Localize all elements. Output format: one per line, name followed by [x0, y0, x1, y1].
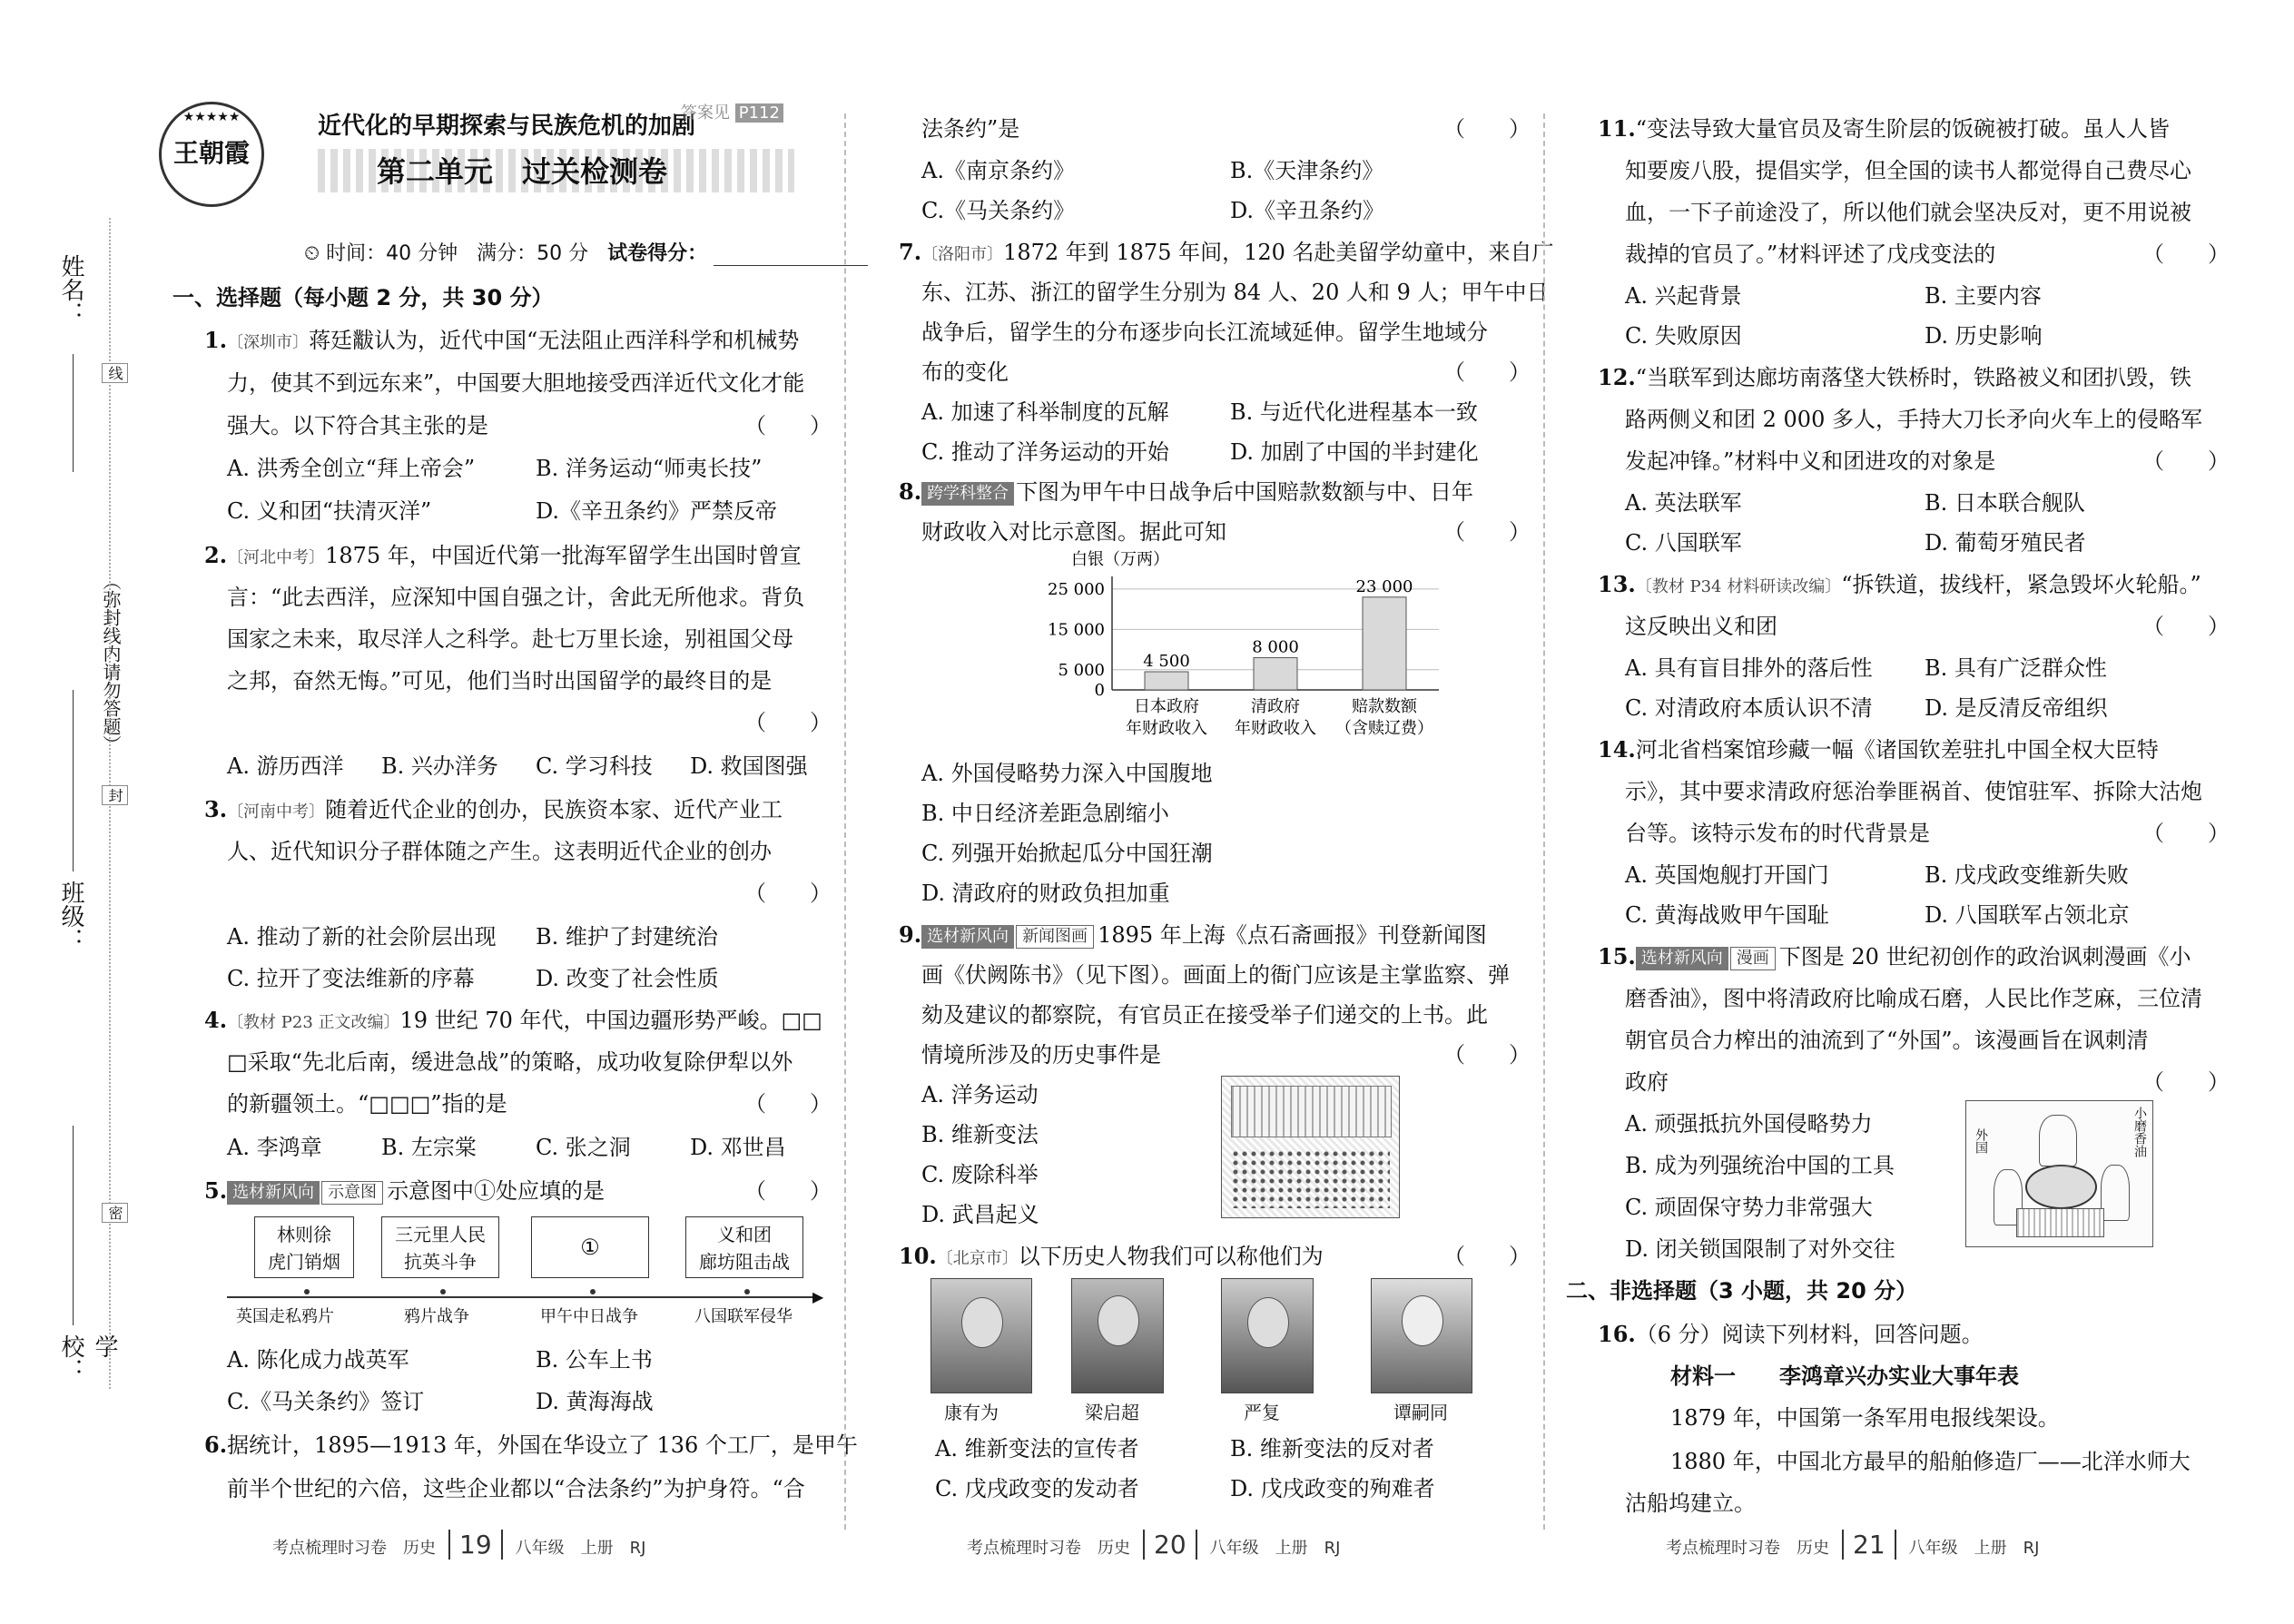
q8-option-c[interactable]: C. 列强开始掀起瓜分中国狂潮	[921, 841, 1213, 866]
q1-text-3: 强大。以下符合其主张的是	[227, 413, 488, 438]
q6-line1	[204, 1427, 858, 1459]
q11-option-a[interactable]: A. 兴起背景	[1625, 283, 1742, 309]
page-title: 第二单元 过关检测卷	[377, 154, 668, 189]
q10-option-d[interactable]: D. 戊戌政变的殉难者	[1230, 1476, 1435, 1501]
q10-source: 〔北京市〕	[936, 1249, 1019, 1268]
q10-portrait-1	[930, 1278, 1032, 1393]
q5-tick-1	[304, 1289, 310, 1294]
footer-left-text: 考点梳理时习卷 历史	[967, 1539, 1130, 1558]
q10-portrait-4	[1371, 1278, 1472, 1393]
q5-time-label-2: 鸦片战争	[404, 1307, 469, 1326]
q9-illustration-building	[1231, 1086, 1392, 1137]
q1-text-1: 蒋廷黻认为，近代中国“无法阻止西洋科学和机械势	[309, 328, 800, 353]
q14-answer-blank[interactable]: （ ）	[2142, 821, 2230, 846]
q5-time-label-1: 英国走私鸦片	[236, 1307, 334, 1326]
q15-cartoon-title: 小磨香油	[2132, 1107, 2147, 1157]
q3-option-b[interactable]: B. 维护了封建统治	[536, 924, 718, 950]
q15-text-3: 朝官员合力榨出的油流到了“外国”。该漫画旨在讽刺清	[1625, 1028, 2149, 1053]
q10-portrait-3	[1221, 1278, 1314, 1393]
q9-illustration-crowd	[1231, 1149, 1390, 1208]
q3-number: 3.	[204, 796, 228, 822]
q3-text-1: 随着近代企业的创办，民族资本家、近代产业工	[325, 797, 783, 822]
q6-number: 6.	[204, 1432, 228, 1458]
q12-option-d[interactable]: D. 葡萄牙殖民者	[1925, 530, 2086, 556]
q5-option-a[interactable]: A. 陈化成力战英军	[227, 1347, 409, 1373]
score-label: 试卷得分：	[607, 242, 708, 265]
q2-source: 〔河北中考〕	[227, 548, 326, 567]
q7-option-d[interactable]: D. 加剧了中国的半封建化	[1230, 439, 1479, 465]
footer-right-text: 八年级 上册 RJ	[1209, 1539, 1341, 1558]
q9-number: 9.	[899, 921, 922, 948]
class-line	[73, 690, 74, 871]
q13-option-d[interactable]: D. 是反清反帝组织	[1925, 695, 2108, 721]
q9-text-3: 劾及建议的都察院，有官员正在接受举子们递交的上书。此	[921, 1002, 1488, 1028]
footer-page-20	[967, 1530, 1340, 1560]
q5-number: 5.	[204, 1177, 228, 1204]
q12-number: 12.	[1598, 364, 1636, 390]
q9-option-c[interactable]: C. 废除科举	[921, 1162, 1039, 1187]
q9-text-1: 1895 年上海《点石斋画报》刊登新闻图	[1098, 922, 1487, 948]
q15-cartoon-millstone	[2025, 1165, 2097, 1209]
q5-tick-2	[440, 1289, 446, 1294]
q10-line1	[899, 1238, 1324, 1270]
chart-y-tick-label: 15 000	[1048, 620, 1105, 640]
q14-option-d[interactable]: D. 八国联军占领北京	[1925, 902, 2130, 928]
q3-option-c[interactable]: C. 拉开了变法维新的序幕	[227, 966, 475, 991]
q6-option-c[interactable]: C.《马关条约》	[921, 198, 1076, 223]
q4-text-2: □采取“先北后南，缓进急战”的策略，成功收复除伊犁以外	[227, 1049, 793, 1075]
name-line	[73, 354, 74, 472]
q9-tag2: 新闻图画	[1016, 925, 1094, 949]
clock-icon: ⏲	[304, 242, 320, 265]
column-divider-1	[844, 113, 846, 1530]
q14-line1	[1598, 732, 2159, 763]
q6-option-d[interactable]: D.《辛丑条约》	[1230, 198, 1385, 223]
q5-option-c[interactable]: C.《马关条约》签订	[227, 1389, 425, 1414]
q9-option-d[interactable]: D. 武昌起义	[921, 1202, 1039, 1227]
q5-timeline-arrow-icon: ▶	[812, 1288, 824, 1305]
q10-person-4: 谭嗣同	[1393, 1402, 1448, 1423]
q2-answer-blank[interactable]: （ ）	[744, 710, 832, 735]
q5-time-label-3: 甲午中日战争	[540, 1307, 638, 1326]
q7-source: 〔洛阳市〕	[921, 245, 1004, 264]
q2-option-a[interactable]: A. 游历西洋	[227, 753, 344, 779]
page-number-19: 19	[448, 1530, 503, 1560]
q10-person-3: 严复	[1244, 1402, 1280, 1423]
q15-cartoon-base	[2016, 1208, 2104, 1237]
q15-tag2: 漫画	[1730, 947, 1776, 970]
q11-option-c[interactable]: C. 失败原因	[1625, 323, 1742, 349]
q11-text-1: “变法导致大量官员及寄生阶层的饭碗被打破。虽人人皆	[1635, 116, 2171, 142]
q3-option-a[interactable]: A. 推动了新的社会阶层出现	[227, 924, 497, 950]
q16-material-p2b: 沽船坞建立。	[1625, 1491, 1756, 1516]
footer-page-21	[1666, 1530, 2039, 1560]
q15-tag: 选材新风向	[1636, 947, 1728, 970]
q5-tick-3	[590, 1289, 596, 1294]
school-label: 学校：	[57, 1334, 118, 1382]
q5-box-4: 义和团 廊坊阻击战	[685, 1216, 803, 1278]
q15-text-1: 下图是 20 世纪初创作的政治讽刺漫画《小	[1778, 944, 2191, 969]
answer-ref-label: 答案见	[681, 103, 730, 123]
q5-box-3: ①	[531, 1216, 649, 1278]
q2-text-3: 国家之未来，取尽洋人之科学。赴七万里长途，别祖国父母	[227, 626, 793, 652]
q13-option-b[interactable]: B. 具有广泛群众性	[1925, 655, 2107, 681]
footer-left-text: 考点梳理时习卷 历史	[1666, 1539, 1829, 1558]
chart-data-label: 23 000	[1355, 576, 1413, 596]
q13-text-1: “拆铁道，拔线杆，紧急毁坏火轮船。”	[1841, 572, 2201, 597]
q1-option-b[interactable]: B. 洋务运动“师夷长技”	[536, 456, 763, 481]
q4-text-3: 的新疆领土。“□□□”指的是	[227, 1091, 507, 1117]
q12-option-c[interactable]: C. 八国联军	[1625, 530, 1742, 556]
seal-notice: （弥封线内请勿答题）	[100, 572, 122, 753]
chart-x-tick-label: 清政府	[1251, 697, 1300, 716]
q16-material-p1: 1879 年，中国第一条军用电报线架设。	[1670, 1405, 2060, 1431]
q7-answer-blank[interactable]: （ ）	[1443, 359, 1531, 385]
q15-line1	[1598, 939, 2191, 970]
q3-answer-blank[interactable]: （ ）	[744, 881, 832, 906]
q10-option-c[interactable]: C. 戊戌政变的发动者	[935, 1476, 1139, 1501]
q4-text-1: 19 世纪 70 年代，中国边疆形势严峻。□□	[399, 1008, 822, 1033]
q8-option-d[interactable]: D. 清政府的财政负担加重	[921, 881, 1170, 906]
q15-cartoon	[1965, 1100, 2153, 1247]
chart-y-tick-label: 5 000	[1058, 660, 1105, 680]
q1-line1	[204, 322, 799, 354]
chart-x-tick-label: 年财政收入	[1235, 719, 1316, 738]
q16-material-title: 材料一 李鸿章兴办实业大事年表	[1670, 1363, 2019, 1389]
q14-text-2: 示》，其中要求清政府惩治拳匪祸首、使馆驻军、拆除大沽炮	[1625, 779, 2202, 804]
q5-box-1: 林则徐 虎门销烟	[254, 1216, 354, 1278]
q10-option-a[interactable]: A. 维新变法的宣传者	[935, 1436, 1139, 1462]
q12-text-3: 发起冲锋。”材料中义和团进攻的对象是	[1625, 448, 1996, 474]
chart-data-label: 4 500	[1143, 652, 1190, 671]
q9-text-2: 画《伏阙陈书》（见下图）。画面上的衙门应该是主掌监察、弹	[921, 962, 1510, 988]
q6-option-a[interactable]: A.《南京条约》	[921, 158, 1075, 183]
q4-option-a[interactable]: A. 李鸿章	[227, 1135, 322, 1160]
section2-heading: 二、非选择题（3 小题，共 20 分）	[1566, 1278, 1918, 1304]
q13-number: 13.	[1598, 571, 1636, 597]
q7-text-3: 战争后，留学生的分布逐步向长江流域延伸。留学生地域分	[921, 320, 1488, 345]
q2-option-d[interactable]: D. 救国图强	[690, 753, 808, 779]
q10-portrait-2-face	[1098, 1295, 1139, 1346]
chart-x-tick-label: 日本政府	[1134, 697, 1199, 716]
q5-option-d[interactable]: D. 黄海海战	[536, 1389, 654, 1414]
q7-option-a[interactable]: A. 加速了科举制度的瓦解	[921, 399, 1169, 425]
q16-text-1: （6 分）阅读下列材料，回答问题。	[1635, 1322, 1984, 1347]
q2-option-b[interactable]: B. 兴办洋务	[381, 753, 498, 779]
q10-person-2: 梁启超	[1085, 1402, 1139, 1423]
q7-option-b[interactable]: B. 与近代化进程基本一致	[1230, 399, 1478, 425]
q7-text-4: 布的变化	[921, 359, 1009, 385]
answer-page-badge: P112	[735, 103, 783, 123]
q6-answer-blank[interactable]: （ ）	[1443, 116, 1531, 142]
chart-data-label: 8 000	[1252, 637, 1299, 657]
q15-cartoon-figure-1	[2039, 1115, 2077, 1166]
q9-option-a[interactable]: A. 洋务运动	[921, 1082, 1039, 1107]
q7-line1	[899, 234, 1554, 266]
binding-sidebar	[45, 218, 123, 1389]
q5-tag: 选材新风向	[227, 1181, 320, 1205]
q9-tag: 选材新风向	[921, 925, 1014, 949]
brand-name: 王朝霞	[172, 138, 250, 168]
q1-answer-blank[interactable]: （ ）	[744, 413, 832, 438]
footer-right-text: 八年级 上册 RJ	[1908, 1539, 2040, 1558]
q13-answer-blank[interactable]: （ ）	[2142, 614, 2230, 639]
q1-option-d[interactable]: D.《辛丑条约》严禁反帝	[536, 498, 778, 524]
chart-x-tick-label: （含赎辽费）	[1335, 719, 1433, 738]
chart-x-tick-label: 年财政收入	[1126, 719, 1207, 738]
q7-option-c[interactable]: C. 推动了洋务运动的开始	[921, 439, 1169, 465]
q9-text-4: 情境所涉及的历史事件是	[921, 1042, 1161, 1068]
q8-option-a[interactable]: A. 外国侵略势力深入中国腹地	[921, 761, 1213, 786]
q8-line1	[899, 474, 1473, 506]
q2-number: 2.	[204, 542, 228, 568]
name-label: 姓名：	[57, 254, 84, 325]
chart-bar	[1254, 657, 1297, 690]
brand-stars-icon: ★★★★★	[182, 110, 241, 124]
q10-text-1: 以下历史人物我们可以称他们为	[1018, 1244, 1324, 1269]
seal-mark-1: 线	[102, 363, 128, 383]
q12-text-2: 路两侧义和团 2 000 多人，手持大刀长矛向火车上的侵略军	[1625, 407, 2202, 432]
q3-option-d[interactable]: D. 改变了社会性质	[536, 966, 719, 991]
q14-text-1: 河北省档案馆珍藏一幅《诸国钦差驻扎中国全权大臣特	[1635, 737, 2159, 763]
q12-option-a[interactable]: A. 英法联军	[1625, 490, 1742, 516]
q8-tag: 跨学科整合	[921, 482, 1014, 506]
section1-heading: 一、选择题（每小题 2 分，共 30 分）	[172, 285, 554, 310]
q4-option-b[interactable]: B. 左宗棠	[381, 1135, 477, 1160]
chart-bar	[1363, 597, 1406, 690]
q4-option-c[interactable]: C. 张之洞	[536, 1135, 631, 1160]
answer-ref	[681, 100, 783, 123]
page-number-21: 21	[1842, 1530, 1896, 1560]
class-label: 班级：	[57, 881, 84, 951]
q6-text-2: 前半个世纪的六倍，这些企业都以“合法条约”为护身符。“合	[227, 1476, 805, 1501]
time-limit: 时间：40 分钟	[326, 242, 458, 265]
q15-answer-blank[interactable]: （ ）	[2142, 1069, 2230, 1095]
q8-option-b[interactable]: B. 中日经济差距急剧缩小	[921, 801, 1169, 826]
q14-option-b[interactable]: B. 戊戌政变维新失败	[1925, 862, 2129, 888]
q12-line1	[1598, 359, 2191, 391]
q12-text-1: “当联军到达廊坊南落垡大铁桥时，铁路被义和团扒毁，铁	[1635, 365, 2192, 390]
q9-line1	[899, 917, 1487, 949]
q10-portrait-4-face	[1402, 1295, 1443, 1346]
q1-option-a[interactable]: A. 洪秀全创立“拜上帝会”	[227, 456, 476, 481]
q4-number: 4.	[204, 1007, 228, 1033]
q15-text-4: 政府	[1625, 1069, 1669, 1095]
column-divider-2	[1543, 113, 1545, 1530]
q15-option-c[interactable]: C. 顽固保守势力非常强大	[1625, 1195, 1873, 1220]
q8-answer-blank[interactable]: （ ）	[1443, 519, 1531, 545]
q15-cartoon-figure-3	[2101, 1165, 2130, 1221]
q2-line1	[204, 537, 802, 569]
q12-answer-blank[interactable]: （ ）	[2142, 448, 2230, 474]
q11-number: 11.	[1598, 115, 1636, 142]
q1-number: 1.	[204, 327, 228, 353]
q8-text-2: 财政收入对比示意图。据此可知	[921, 519, 1226, 545]
q1-source: 〔深圳市〕	[227, 333, 310, 352]
q6-text-3: 法条约”是	[921, 116, 1020, 142]
q13-option-a[interactable]: A. 具有盲目排外的落后性	[1625, 655, 1873, 681]
q11-text-3: 血，一下子前途没了，所以他们就会坚决反对，更不用说被	[1625, 200, 2191, 225]
q15-text-2: 磨香油》，图中将清政府比喻成石磨，人民比作芝麻，三位清	[1625, 986, 2202, 1011]
q10-portrait-1-face	[961, 1297, 1003, 1348]
q1-text-2: 力，使其不到远东来”，中国要大胆地接受西洋近代文化才能	[227, 370, 805, 396]
q14-option-c[interactable]: C. 黄海战败甲午国耻	[1625, 902, 1829, 928]
full-score: 满分：50 分	[477, 242, 589, 265]
q11-option-d[interactable]: D. 历史影响	[1925, 323, 2043, 349]
page-number-20: 20	[1143, 1530, 1197, 1560]
q9-option-b[interactable]: B. 维新变法	[921, 1122, 1039, 1147]
footer-page-19	[272, 1530, 645, 1560]
q10-portrait-3-face	[1247, 1297, 1289, 1348]
q9-answer-blank[interactable]: （ ）	[1443, 1042, 1531, 1068]
q5-answer-blank[interactable]: （ ）	[744, 1178, 832, 1204]
school-line	[73, 1126, 74, 1325]
q10-portrait-2	[1071, 1278, 1164, 1393]
q2-text-1: 1875 年，中国近代第一批海军留学生出国时曾宣	[325, 543, 802, 568]
q2-option-c[interactable]: C. 学习科技	[536, 753, 653, 779]
q10-person-1: 康有为	[944, 1402, 999, 1423]
q10-option-b[interactable]: B. 维新变法的反对者	[1230, 1436, 1434, 1462]
q2-text-2: 言：“此去西洋，应深知中国自强之计，舍此无所他求。背负	[227, 585, 805, 610]
q15-number: 15.	[1598, 943, 1636, 969]
q13-option-c[interactable]: C. 对清政府本质认识不清	[1625, 695, 1873, 721]
q7-number: 7.	[899, 239, 922, 265]
q16-line1	[1598, 1316, 1984, 1348]
q15-option-b[interactable]: B. 成为列强统治中国的工具	[1625, 1153, 1895, 1178]
chart-y-axis-label: 白银（万两）	[1071, 550, 1169, 569]
q4-answer-blank[interactable]: （ ）	[744, 1091, 832, 1117]
q2-text-4: 之邦，奋然无悔。”可见，他们当时出国留学的最终目的是	[227, 668, 773, 694]
q6-option-b[interactable]: B.《天津条约》	[1230, 158, 1384, 183]
q5-line1	[204, 1173, 605, 1205]
q7-text-1: 1872 年到 1875 年间，120 名赴美留学幼童中，来自广	[1003, 240, 1554, 265]
header-banner	[159, 98, 812, 200]
q3-text-2: 人、近代知识分子群体随之产生。这表明近代企业的创办	[227, 839, 772, 864]
q14-option-a[interactable]: A. 英国炮舰打开国门	[1625, 862, 1829, 888]
q4-line1	[204, 1002, 822, 1034]
q1-option-c[interactable]: C. 义和团“扶清灭洋”	[227, 498, 432, 524]
q10-number: 10.	[899, 1243, 937, 1269]
brand-logo	[159, 102, 264, 207]
q13-text-2: 这反映出义和团	[1625, 614, 1777, 639]
q3-source: 〔河南中考〕	[227, 802, 326, 822]
q11-text-4: 裁掉的官员了。”材料评述了戊戌变法的	[1625, 241, 1996, 267]
seal-mark-3: 密	[102, 1203, 128, 1223]
q5-tag2: 示意图	[321, 1181, 383, 1205]
q8-text-1: 下图为甲午中日战争后中国赔款数额与中、日年	[1016, 479, 1474, 505]
q5-tick-4	[744, 1289, 750, 1294]
q5-option-b[interactable]: B. 公车上书	[536, 1347, 653, 1373]
footer-left-text: 考点梳理时习卷 历史	[272, 1539, 436, 1558]
q4-option-d[interactable]: D. 邓世昌	[690, 1135, 786, 1160]
q7-text-2: 东、江苏、浙江的留学生分别为 84 人、20 人和 9 人；甲午中日	[921, 280, 1549, 305]
q9-news-illustration	[1221, 1076, 1400, 1218]
q12-option-b[interactable]: B. 日本联合舰队	[1925, 490, 2085, 516]
q8-number: 8.	[899, 478, 922, 505]
chart-y-tick-label: 25 000	[1048, 579, 1105, 599]
q4-source: 〔教材 P23 正文改编〕	[227, 1013, 400, 1032]
q14-text-3: 台等。该特示发布的时代背景是	[1625, 821, 1930, 846]
exam-meta	[304, 238, 868, 266]
q11-text-2: 知要废八股，提倡实学，但全国的读书人都觉得自己费尽心	[1625, 158, 2191, 183]
q3-line1	[204, 792, 783, 823]
q5-text-1: 示意图中①处应填的是	[387, 1178, 605, 1204]
q5-time-label-4: 八国联军侵华	[694, 1307, 793, 1326]
q15-option-a[interactable]: A. 顽强抵抗外国侵略势力	[1625, 1111, 1873, 1137]
q11-answer-blank[interactable]: （ ）	[2142, 241, 2230, 267]
q5-diagram	[227, 1216, 835, 1330]
q15-option-d[interactable]: D. 闭关锁国限制了对外交往	[1625, 1236, 1895, 1262]
q11-option-b[interactable]: B. 主要内容	[1925, 283, 2042, 309]
q13-source: 〔教材 P34 材料研读改编〕	[1635, 577, 1842, 596]
q16-material-p2a: 1880 年，中国北方最早的船舶修造厂——北洋水师大	[1670, 1449, 2191, 1474]
chart-bar	[1145, 672, 1188, 690]
q13-line1	[1598, 566, 2201, 598]
q15-cartoon-label: 外国	[1974, 1128, 1988, 1154]
header-subtitle: 近代化的早期探索与民族危机的加剧	[318, 113, 696, 140]
q8-chart	[1017, 549, 1471, 749]
q5-box-2: 三元里人民 抗英斗争	[381, 1216, 499, 1278]
footer-right-text: 八年级 上册 RJ	[515, 1539, 646, 1558]
chart-y-tick-label: 0	[1094, 681, 1105, 700]
seal-mark-2: 封	[102, 785, 128, 805]
q6-text-1: 据统计，1895—1913 年，外国在华设立了 136 个工厂，是甲午	[227, 1432, 858, 1458]
q5-timeline-axis	[227, 1296, 817, 1298]
chart-x-tick-label: 赔款数额	[1352, 697, 1417, 716]
q16-number: 16.	[1598, 1321, 1636, 1347]
q8-chart-svg	[1017, 549, 1471, 749]
q14-number: 14.	[1598, 736, 1636, 763]
q10-answer-blank[interactable]: （ ）	[1443, 1244, 1531, 1269]
q11-line1	[1598, 111, 2170, 143]
